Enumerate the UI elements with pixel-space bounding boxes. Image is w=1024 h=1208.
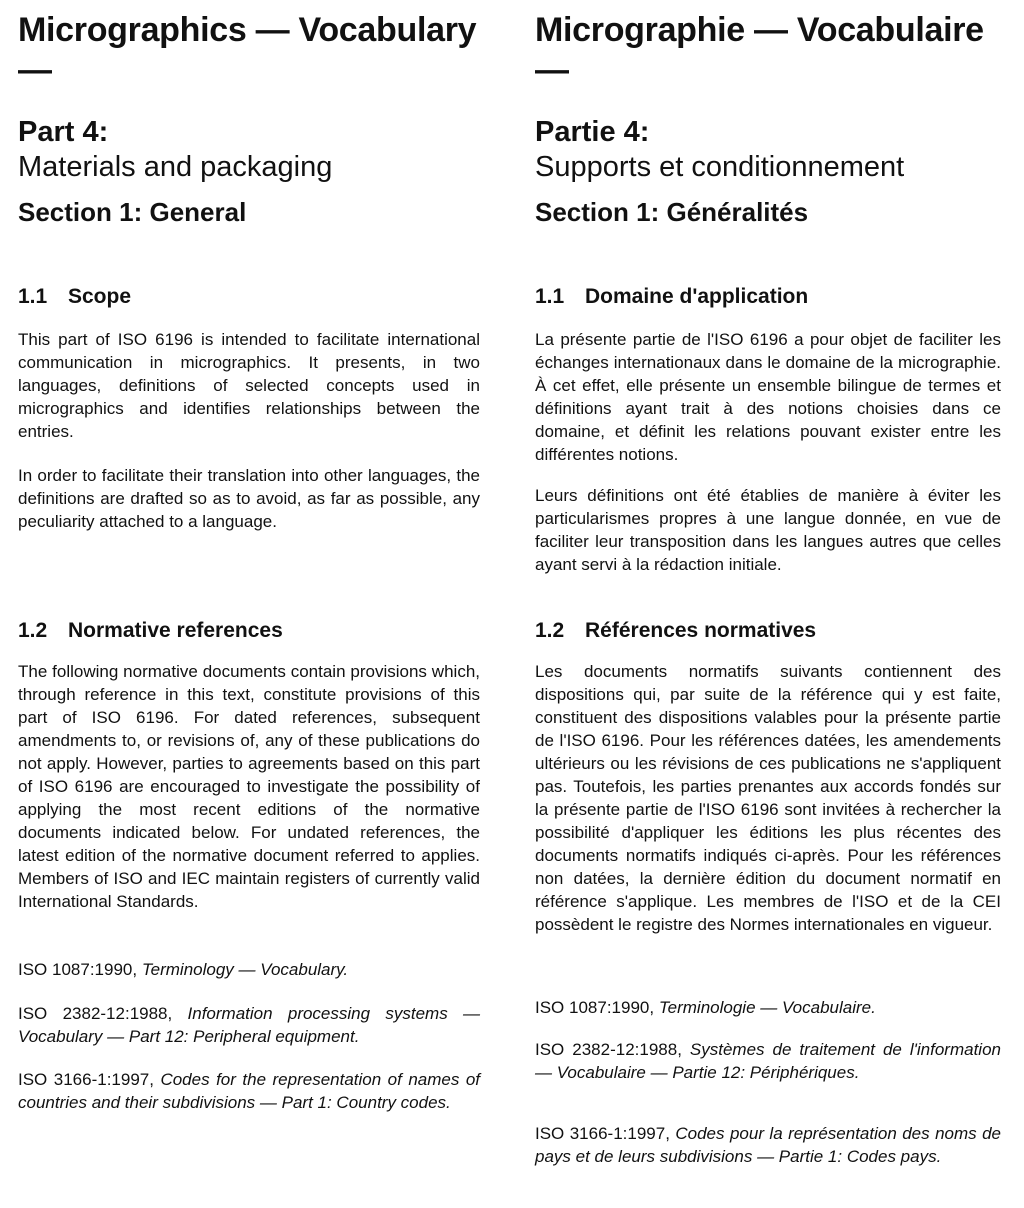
- reference-item: [535, 1122, 1001, 1168]
- scope-paragraph-1: La présente partie de l'ISO 6196 a pour objet de faciliter les échanges internationaux dans le domaine de la micrographie. À cet effet, elle présente un ensemble bilingue de termes et définitions ayant trait à des notions choisies dans ce domaine, et définit les relations pouvant exister entre les différentes notions.: [535, 330, 1001, 464]
- part-number: Partie 4:: [535, 116, 650, 148]
- reference-title: Systèmes de traitement de l'information — Vocabulaire — Partie 12: Périphériques.: [535, 1040, 1001, 1082]
- reference-item: [18, 958, 480, 981]
- document-title: Micrographie — Vocabulaire —: [535, 11, 984, 89]
- reference-item: [535, 996, 1001, 1019]
- reference-title: Terminology — Vocabulary.: [141, 960, 349, 979]
- reference-title: Terminologie — Vocabulaire.: [658, 998, 876, 1017]
- part-subtitle: Materials and packaging: [18, 151, 333, 183]
- reference-title: Codes for the representation of names of countries and their subdivisions — Part 1: Country codes.: [18, 1070, 481, 1112]
- reference-title: Codes pour la représentation des noms de pays et de leurs subdivisions — Partie 1: Codes pays.: [535, 1124, 1001, 1166]
- reference-item: [535, 1038, 1001, 1084]
- heading-text: Normative references: [68, 619, 283, 642]
- heading-scope: [18, 284, 131, 310]
- section-title: Section 1: General: [18, 197, 247, 227]
- heading-normative-references: [535, 618, 816, 644]
- heading-scope: [535, 284, 808, 310]
- scope-paragraph-2: In order to facilitate their translation into other languages, the definitions are drafted so as to avoid, as far as possible, any peculiarity attached to a language.: [18, 466, 480, 531]
- heading-normative-references: [18, 618, 283, 644]
- reference-code: ISO 2382-12:1988,: [18, 1004, 188, 1023]
- scope-paragraph-2: Leurs définitions ont été établies de manière à éviter les particularismes propres à une langue donnée, en vue de faciliter leur transposition dans les langues autres que celles ayant servi à la rédaction initiale.: [535, 486, 1001, 574]
- reference-code: ISO 2382-12:1988,: [535, 1040, 690, 1059]
- heading-text: Domaine d'application: [585, 285, 809, 308]
- normative-paragraph: Les documents normatifs suivants contiennent des dispositions qui, par suite de la référence qui y est faite, constituent des dispositions valables pour la présente partie de l'ISO 6196. Pour les références datées, les amendements ultérieurs ou les révisions de ces publications ne s'appliquent pas. Toutefois, les parties prenantes aux accords fondés sur la présente partie de l'ISO 6196 sont invitées à rechercher la possibilité d'appliquer les éditions les plus récentes des documents normatifs indiqués ci-après. Pour les références non datées, la dernière édition du document normatif en référence s'applique. Les membres de l'ISO et de la CEI possèdent le registre des Normes internationales en vigueur.: [535, 662, 1001, 934]
- heading-text: Scope: [68, 285, 132, 308]
- normative-paragraph: The following normative documents contain provisions which, through reference in this text, constitute provisions of this part of ISO 6196. For dated references, subsequent amendments to, or revisions of, any of these publications do not apply. However, parties to agreements based on this part of ISO 6196 are encouraged to investigate the possibility of applying the most recent editions of the normative documents indicated below. For undated references, the latest edition of the normative document referred to applies. Members of ISO and IEC maintain registers of currently valid International Standards.: [18, 662, 480, 911]
- heading-number: 1.1: [18, 285, 48, 308]
- scope-paragraph-1: This part of ISO 6196 is intended to facilitate international communication in micrographics. It presents, in two languages, definitions of selected concepts used in micrographics and identifies relationships between the entries.: [18, 330, 480, 441]
- heading-number: 1.2: [535, 619, 565, 642]
- french-column: [535, 0, 1001, 1208]
- english-column: [18, 0, 480, 1208]
- reference-title: Information processing systems — Vocabulary — Part 12: Peripheral equipment.: [18, 1004, 480, 1046]
- reference-item: [18, 1068, 480, 1114]
- part-number: Part 4:: [18, 116, 109, 148]
- reference-code: ISO 1087:1990,: [535, 998, 659, 1017]
- reference-code: ISO 3166-1:1997,: [535, 1124, 676, 1143]
- reference-code: ISO 3166-1:1997,: [18, 1070, 161, 1089]
- section-title: Section 1: Généralités: [535, 197, 809, 227]
- reference-item: [18, 1002, 480, 1048]
- document-title: Micrographics — Vocabulary —: [18, 11, 477, 89]
- heading-text: Références normatives: [585, 619, 817, 642]
- heading-number: 1.1: [535, 285, 565, 308]
- heading-number: 1.2: [18, 619, 48, 642]
- reference-code: ISO 1087:1990,: [18, 960, 142, 979]
- part-subtitle: Supports et conditionnement: [535, 151, 905, 183]
